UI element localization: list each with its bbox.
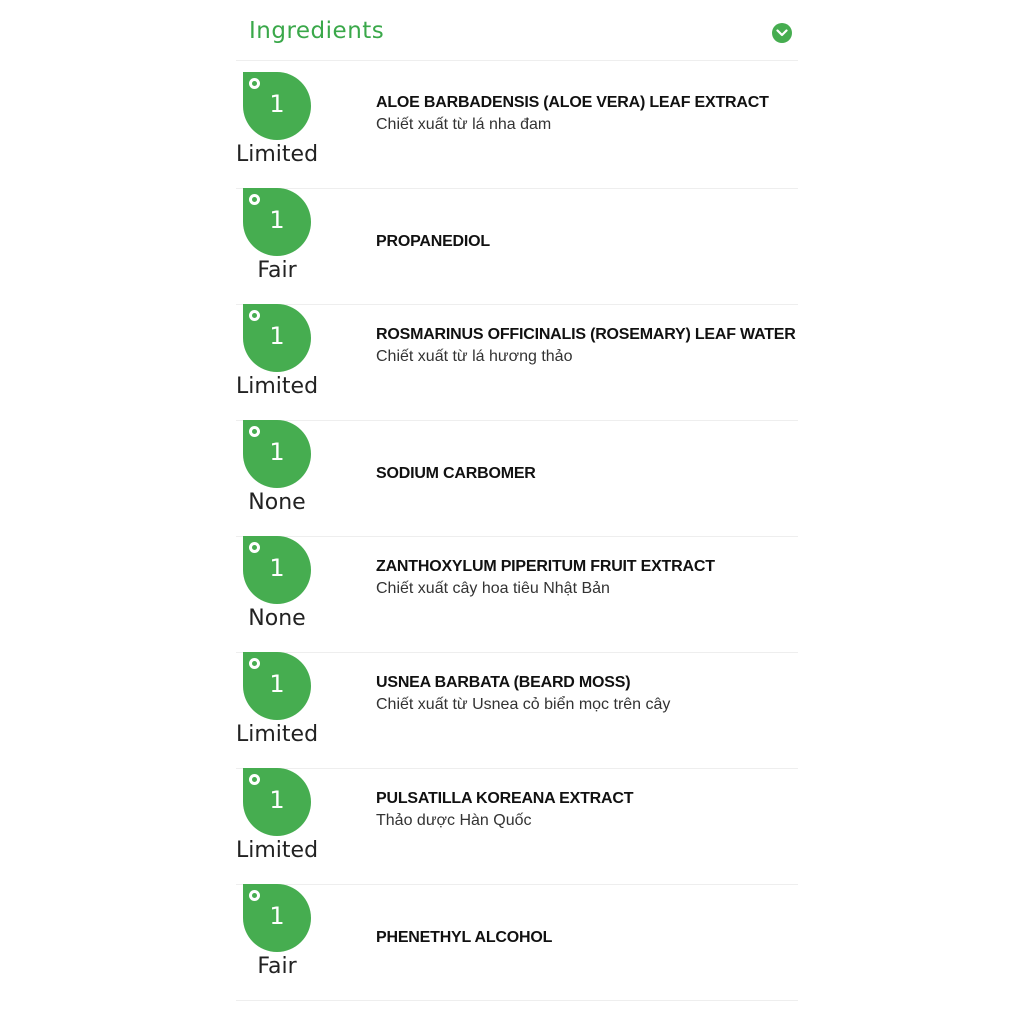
safety-icon [249,658,260,669]
safety-icon [249,194,260,205]
score-value: 1 [269,90,285,118]
safety-icon [249,426,260,437]
concern-level: Limited [236,722,319,747]
ingredient-name: ROSMARINUS OFFICINALIS (ROSEMARY) LEAF WATER [376,326,796,343]
score-badge [243,72,311,140]
score-badge [243,536,311,604]
ingredient-row[interactable] [236,884,798,1001]
ingredient-description: Chiết xuất từ Usnea cỏ biển mọc trên cây [376,696,671,713]
ingredient-name: ALOE BARBADENSIS (ALOE VERA) LEAF EXTRACT [376,94,769,111]
concern-level: None [248,490,306,515]
ingredients-panel [236,0,798,1024]
score-value: 1 [269,670,285,698]
ingredient-row[interactable] [236,304,798,421]
ingredient-row[interactable] [236,536,798,653]
ingredient-name: ZANTHOXYLUM PIPERITUM FRUIT EXTRACT [376,558,715,575]
ingredient-name: PHENETHYL ALCOHOL [376,929,553,946]
ingredient-name: SODIUM CARBOMER [376,465,536,482]
safety-icon [249,310,260,321]
concern-level: Limited [236,374,319,399]
score-value: 1 [269,438,285,466]
ingredient-description: Thảo dược Hàn Quốc [376,812,532,829]
concern-level: Fair [257,258,297,283]
ingredient-row[interactable] [236,188,798,305]
score-badge [243,652,311,720]
concern-level: None [248,606,306,631]
ingredient-description: Chiết xuất cây hoa tiêu Nhật Bản [376,580,610,597]
ingredient-row[interactable] [236,652,798,769]
section-title: Ingredients [249,18,385,44]
ingredient-description: Chiết xuất từ lá nha đam [376,116,552,133]
chevron-down-icon[interactable] [772,23,792,43]
ingredient-description: Chiết xuất từ lá hương thảo [376,348,573,365]
score-badge [243,884,311,952]
concern-level: Fair [257,954,297,979]
ingredient-name: PULSATILLA KOREANA EXTRACT [376,790,634,807]
score-badge [243,304,311,372]
score-value: 1 [269,902,285,930]
ingredient-name: USNEA BARBATA (BEARD MOSS) [376,674,631,691]
score-value: 1 [269,554,285,582]
score-badge [243,420,311,488]
ingredients-header[interactable] [236,0,798,61]
ingredient-row[interactable] [236,72,798,189]
ingredient-row[interactable] [236,420,798,537]
safety-icon [249,78,260,89]
score-badge [243,768,311,836]
concern-level: Limited [236,838,319,863]
concern-level: Limited [236,142,319,167]
safety-icon [249,890,260,901]
score-badge [243,188,311,256]
score-value: 1 [269,786,285,814]
ingredient-row[interactable] [236,768,798,885]
safety-icon [249,542,260,553]
safety-icon [249,774,260,785]
ingredient-name: PROPANEDIOL [376,233,490,250]
score-value: 1 [269,206,285,234]
score-value: 1 [269,322,285,350]
